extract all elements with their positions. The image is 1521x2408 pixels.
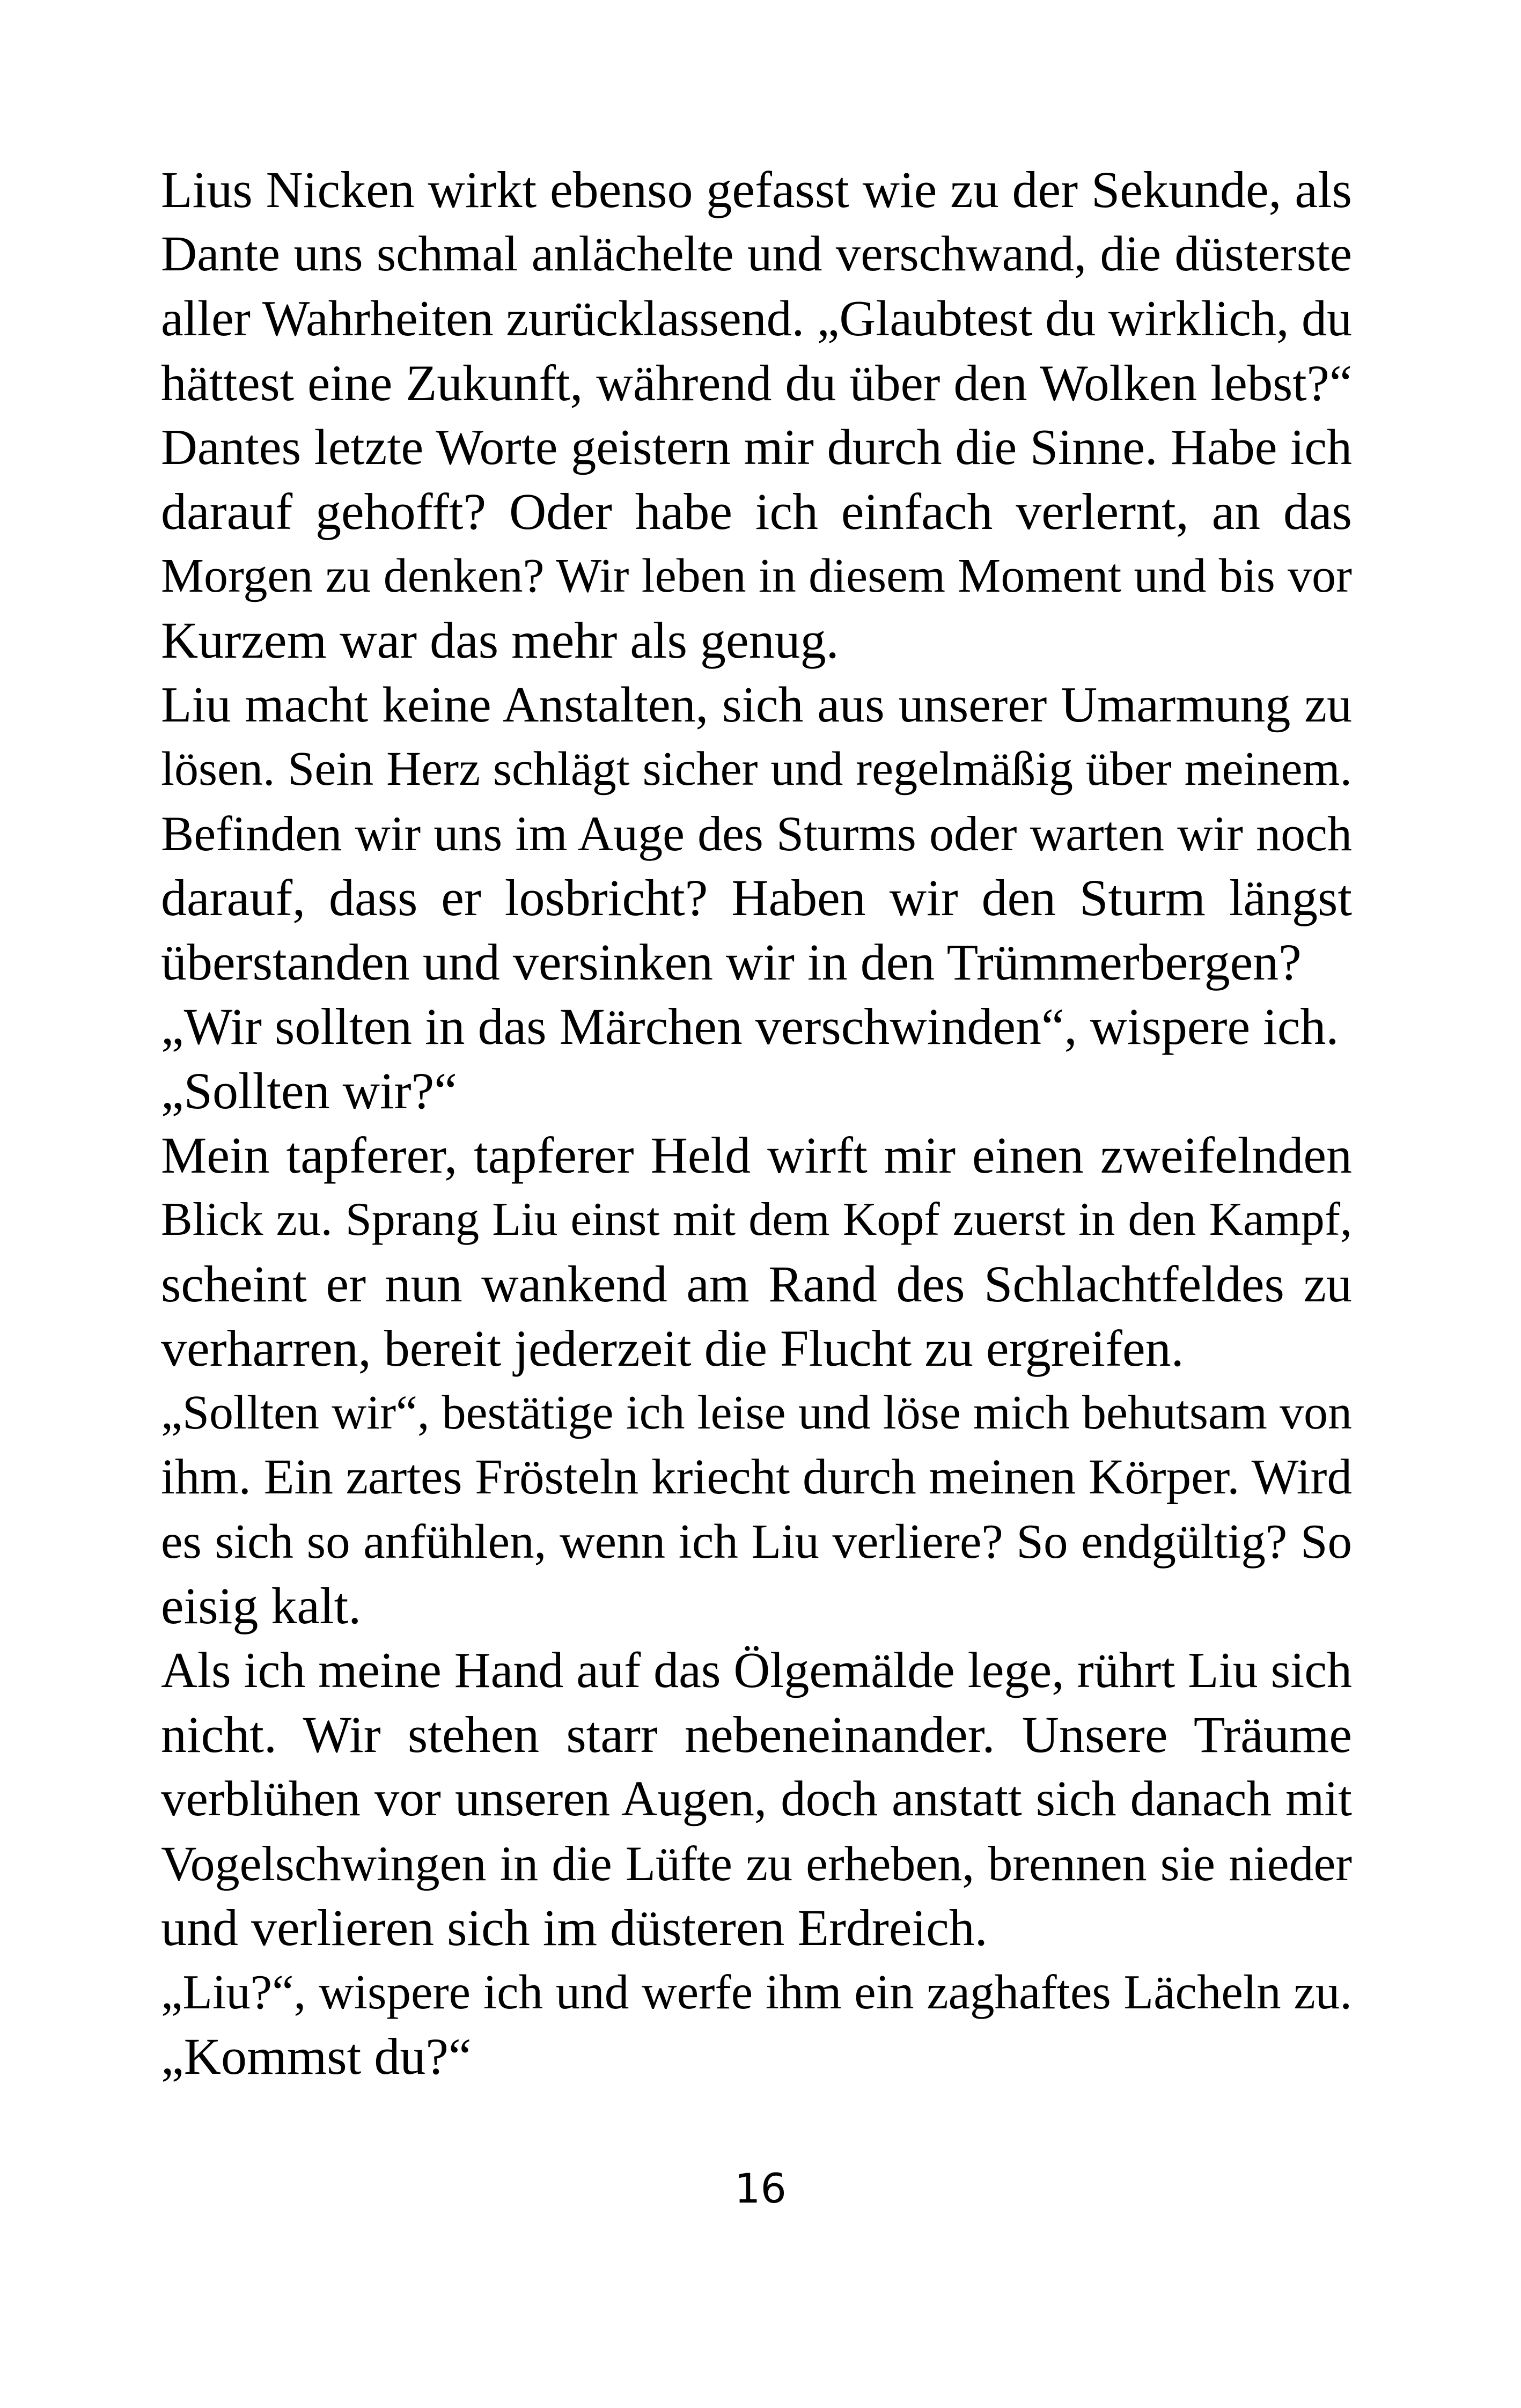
text-line: Morgen zu denken? Wir leben in diesem Moment und bis vor xyxy=(161,549,1352,602)
text-line: „Sollten wir“, bestätige ich leise und löse mich behutsam von xyxy=(161,1386,1352,1439)
text-line: Vogelschwingen in die Lüfte zu erheben, brennen sie nieder xyxy=(161,1836,1352,1891)
text-line: verharren, bereit jederzeit die Flucht zu ergreifen. xyxy=(161,1320,1184,1377)
text-line: Dantes letzte Worte geistern mir durch die Sinne. Habe ich xyxy=(161,419,1352,475)
text-line: Lius Nicken wirkt ebenso gefasst wie zu der Sekunde, als xyxy=(161,161,1352,218)
body-text xyxy=(161,158,1352,2089)
text-line: Als ich meine Hand auf das Ölgemälde lege, rührt Liu sich xyxy=(161,1643,1352,1698)
text-line: überstanden und versinken wir in den Trümmerbergen? xyxy=(161,933,1302,991)
text-line: ihm. Ein zartes Frösteln kriecht durch meinen Körper. Wird xyxy=(161,1449,1352,1505)
text-line: lösen. Sein Herz schlägt sicher und regelmäßig über meinem. xyxy=(161,742,1352,796)
text-line: verblühen vor unseren Augen, doch anstatt sich danach mit xyxy=(161,1771,1352,1827)
text-line: „Sollten wir?“ xyxy=(161,1062,457,1120)
text-line: darauf gehofft? Oder habe ich einfach verlernt, an das xyxy=(161,483,1352,540)
text-line: eisig kalt. xyxy=(161,1577,362,1634)
text-line: Liu macht keine Anstalten, sich aus unserer Umarmung zu xyxy=(161,677,1352,733)
text-line: Kurzem war das mehr als genug. xyxy=(161,612,839,669)
text-line: „Wir sollten in das Märchen verschwinden“, wispere ich. xyxy=(161,998,1339,1055)
text-line: „Liu?“, wispere ich und werfe ihm ein zaghaftes Lächeln zu. xyxy=(161,1965,1352,2019)
text-line: Befinden wir uns im Auge des Sturms oder warten wir noch xyxy=(161,806,1352,861)
text-line: und verlieren sich im düsteren Erdreich. xyxy=(161,1899,988,1956)
text-line: aller Wahrheiten zurücklassend. „Glaubtest du wirklich, du xyxy=(161,291,1352,347)
text-line: Mein tapferer, tapferer Held wirft mir einen zweifelnden xyxy=(161,1126,1352,1184)
text-line: scheint er nun wankend am Rand des Schlachtfeldes zu xyxy=(161,1255,1352,1313)
text-line: „Kommst du?“ xyxy=(161,2028,472,2085)
text-line: darauf, dass er losbricht? Haben wir den Sturm längst xyxy=(161,869,1352,926)
text-line: hättest eine Zukunft, während du über den Wolken lebst?“ xyxy=(161,355,1352,411)
text-line: es sich so anfühlen, wenn ich Liu verliere? So endgültig? So xyxy=(161,1514,1352,1568)
text-line: Dante uns schmal anlächelte und verschwand, die düsterste xyxy=(161,226,1352,282)
text-line: nicht. Wir stehen starr nebeneinander. Unsere Träume xyxy=(161,1706,1352,1763)
text-line: Blick zu. Sprang Liu einst mit dem Kopf zuerst in den Kampf, xyxy=(161,1194,1352,1246)
page-number: 16 xyxy=(734,2164,787,2212)
